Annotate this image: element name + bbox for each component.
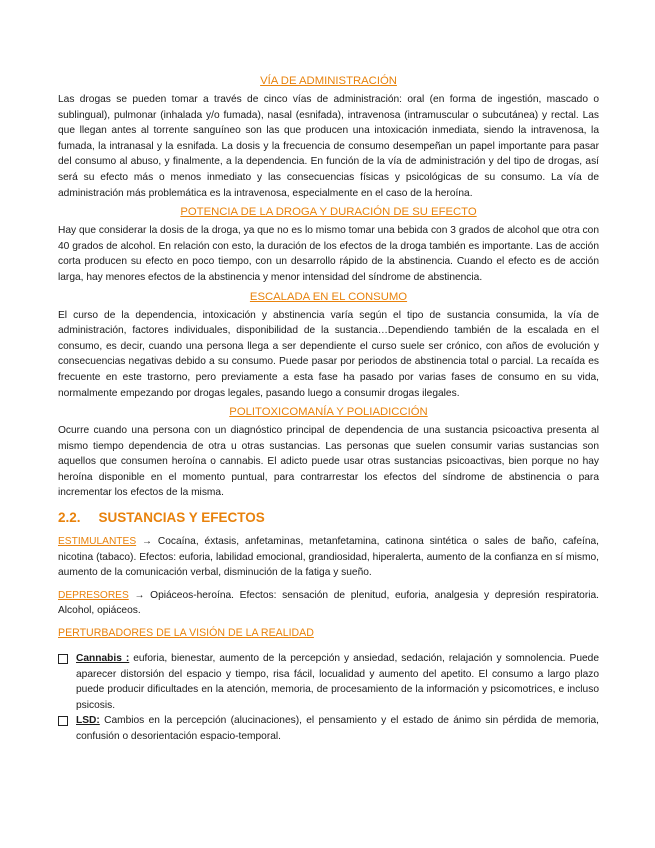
term-description: Cambios en la percepción (alucinaciones), el pensamiento y el estado de ánimo sin pérdida de memoria, confusión o desorientación espacio-temporal. — [76, 715, 599, 742]
list-item-cannabis — [58, 651, 599, 713]
section-paragraph: Ocurre cuando una persona con un diagnóstico principal de dependencia de una sustancia psicoactiva presenta al mismo tiempo dependencia de otra u otras sustancias. Las personas que suelen consumir varias sustancias son aquellos que consumen heroína o cannabis. El adicto puede usar otras sustancias psicoactivas, bien porque no hay heroína disponible en el momento puntual, para contrarrestar los efectos del síndrome de abstinencia o para incrementar los efectos de la misma. — [58, 425, 599, 499]
section-heading: ESCALADA EN EL CONSUMO — [249, 290, 408, 303]
document-page — [58, 74, 599, 745]
section-politoxicomania — [58, 405, 599, 501]
section-title-text: SUSTANCIAS Y EFECTOS — [98, 510, 265, 526]
section-via-administracion — [58, 74, 599, 201]
term-description: euforia, bienestar, aumento de la percepción y ansiedad, sedación, relajación y somnolencia. Puede aparecer distorsión del espacio y tiempo, risa fácil, locualidad y aumento del apetito. El consumo a largo plazo puede producir dificultades en la atención, memoria, de procesamiento de la información y psicomotrices, e incluso psicosis. — [76, 653, 599, 711]
term-label: LSD: — [76, 715, 100, 727]
perturbadores-heading: PERTURBADORES DE LA VISIÓN DE LA REALIDAD — [58, 627, 314, 640]
depresores-label: DEPRESORES — [58, 589, 129, 601]
section-heading: POTENCIA DE LA DROGA Y DURACIÓN DE SU EFECTO — [180, 206, 477, 219]
section-number: 2.2. — [58, 510, 81, 526]
list-item-lsd — [58, 713, 599, 744]
estimulantes-block — [58, 534, 599, 581]
depresores-block — [58, 588, 599, 619]
arrow-right-icon: → — [142, 536, 153, 548]
estimulantes-text: Cocaína, éxtasis, anfetaminas, metanfetamina, catinona sintética o sales de baño, cafeína, nicotina (tabaco). Efectos: euforia, labilidad emocional, grandiosidad, hiperalerta, aumento de la confianza en sí mismo, aumento de la comunicación verbal, disminución de la fatiga y sueño. — [58, 536, 599, 579]
section-heading: VÍA DE ADMINISTRACIÓN — [260, 75, 397, 87]
section-potencia-droga — [58, 205, 599, 285]
section-escalada-consumo — [58, 290, 599, 402]
checkbox-icon — [58, 713, 76, 744]
checkbox-icon — [58, 651, 76, 713]
section-paragraph: El curso de la dependencia, intoxicación y abstinencia varía según el tipo de sustancia consumida, la vía de administración, factores individuales, disponibilidad de la sustancia…Dependiendo también de la escalada en el consumo, es decir, cuando una persona llega a ser dependiente el curso suele ser crónico, con años de evolución y consecuencias negativas debido a su consumo. Puede pasar por periodos de abstinencia total o parcial. La recaída es frecuente en este trastorno, pero previamente a esta fase ha pasado por varias fases de consumo en su vida, normalmente empezando por drogas legales, pasando luego a consumir drogas ilegales. — [58, 309, 599, 399]
depresores-text: Opiáceos-heroína. Efectos: sensación de plenitud, euforia, analgesia y depresión respiratoria. Alcohol, opiáceos. — [58, 589, 599, 617]
section-2-2-title — [58, 509, 599, 527]
section-paragraph: Las drogas se pueden tomar a través de cinco vías de administración: oral (en forma de ingestión, mascado o sublingual), pulmonar (inhalada y/o fumada), nasal (esnifada), intravenosa (intramuscular o subcutánea) y rectal. Las que llegan antes al torrente sanguíneo son las que producen una intoxicación inmediata, siendo la intravenosa, la fumada, la intranasal y la esnifada. La dosis y la frecuencia de consumo desempeñan un papel importante para pasar del consumo al abuso, y finalmente, a la dependencia. En función de la vía de administración y del tipo de drogas, así será su efecto más o menos inmediato y las consecuencias físicas y psicológicas de su consumo. La vía de administración más problemática es la intravenosa, especialmente en el caso de la heroína. — [58, 94, 599, 199]
section-paragraph: Hay que considerar la dosis de la droga, ya que no es lo mismo tomar una bebida con 3 grados de alcohol que otra con 40 grados de alcohol. En relación con esto, la duración de los efectos de la droga también es importante. Las de acción corta producen su efecto en poco tiempo, con un desarrollo rápido de la abstinencia. Cuando el efecto es de acción larga, hay menores efectos de la abstinencia y menor intensidad del síndrome de abstinencia. — [58, 225, 599, 283]
section-heading: POLITOXICOMANÍA Y POLIADICCIÓN — [229, 406, 428, 419]
arrow-right-icon: → — [134, 589, 145, 601]
term-label: Cannabis : — [76, 653, 130, 665]
estimulantes-label: ESTIMULANTES — [58, 536, 137, 548]
